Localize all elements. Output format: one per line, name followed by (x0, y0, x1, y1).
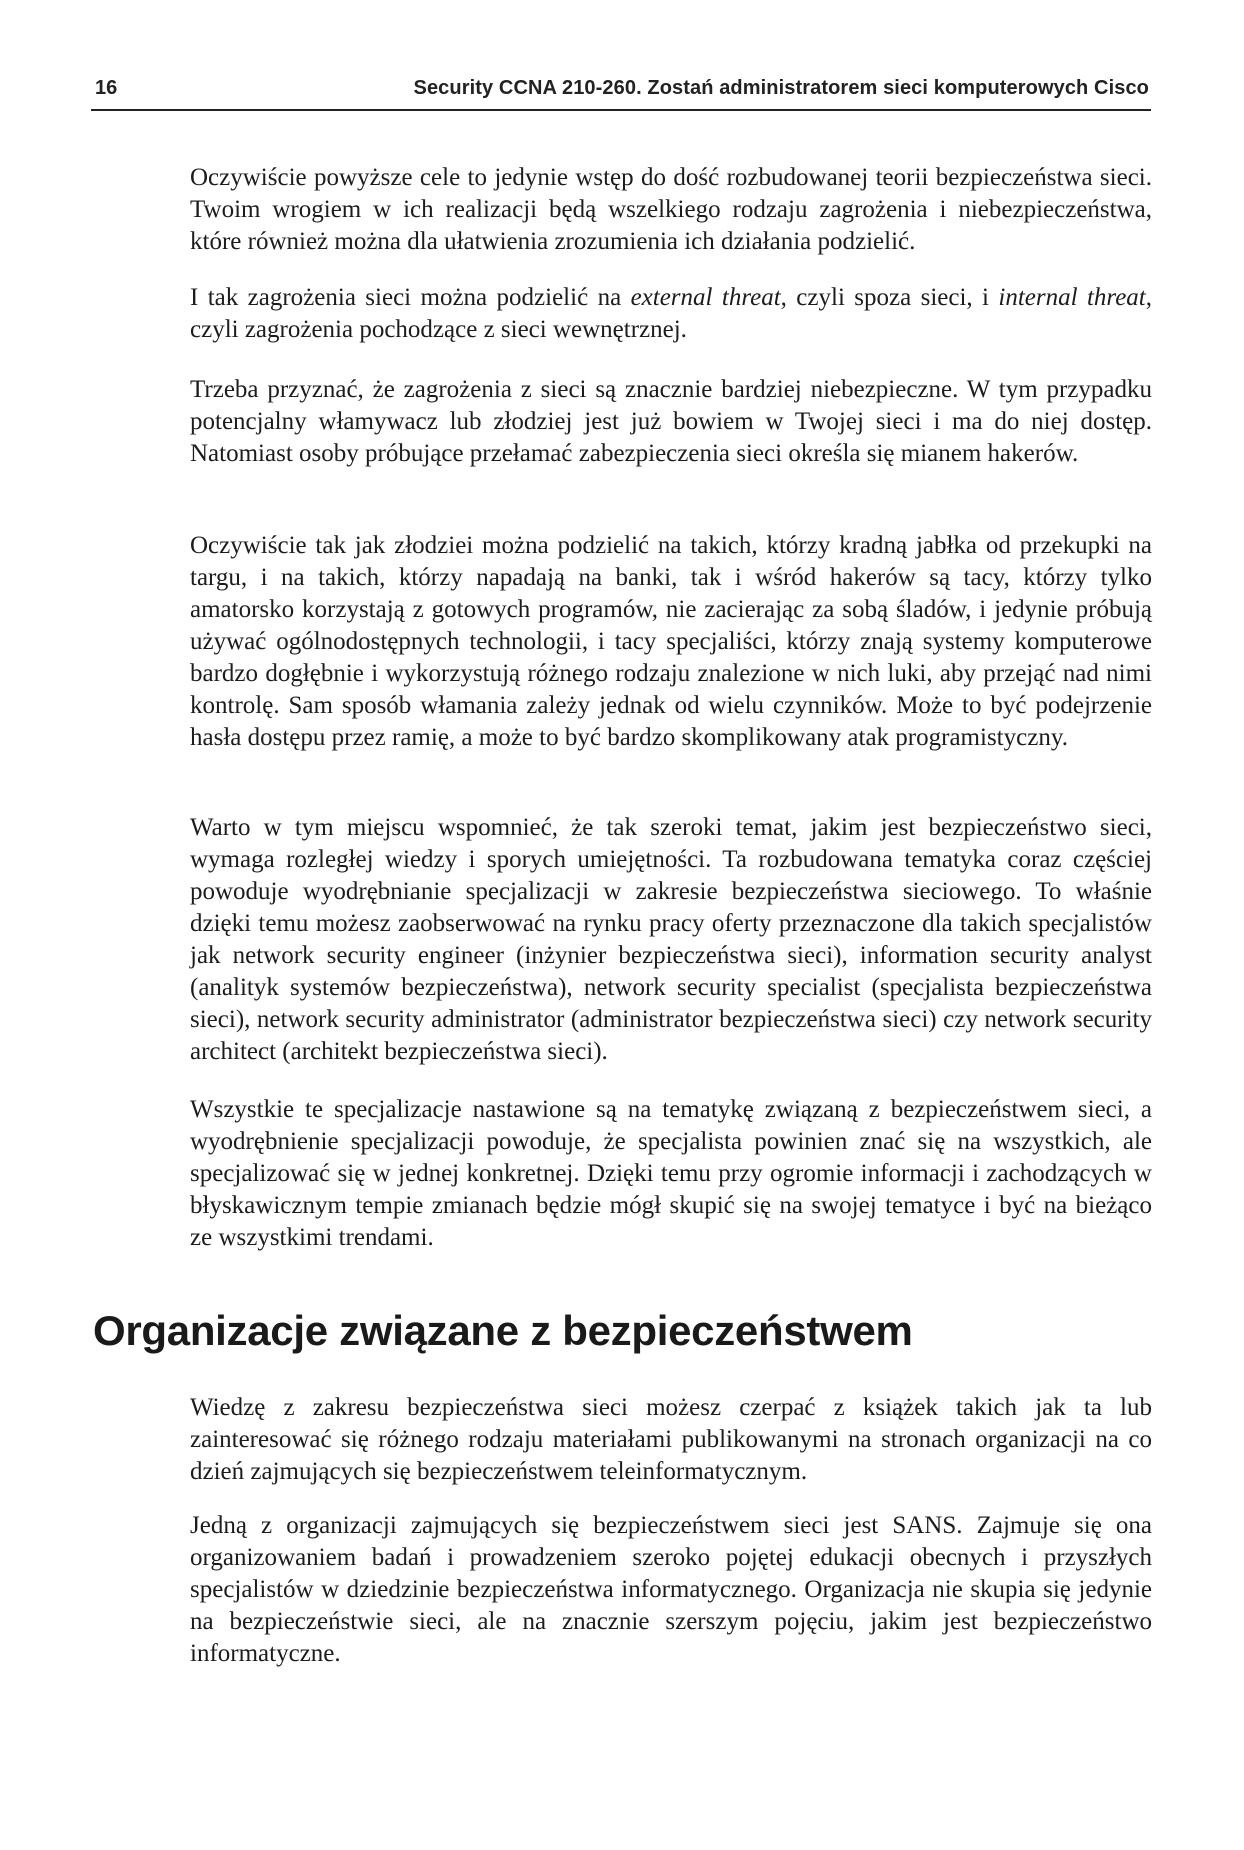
paragraph-sans: Jedną z organizacji zajmujących się bezpieczeństwem sieci jest SANS. Zajmuje się ona organizowaniem badań i prowadzeniem szeroko pojętej edukacji obecnych i przyszłych specjalistów w dziedzinie bezpieczeństwa informatycznego. Organizacja nie skupia się jedynie na bezpieczeństwie sieci, ale na znacznie szerszym pojęciu, jakim jest bezpieczeństwo informatyczne. (190, 1512, 1152, 1667)
paragraph-text: , czyli zagrożenia pochodzące z sieci wewnętrznej. (190, 284, 1153, 343)
paragraph-internal-danger: Trzeba przyznać, że zagrożenia z sieci są znacznie bardziej niebezpieczne. W tym przypadku potencjalny włamywacz lub złodziej jest już bowiem w Twojej sieci i ma do niej dostęp. Natomiast osoby próbujące przełamać zabezpieczenia sieci określa się mianem hakerów. (190, 376, 1152, 467)
running-header (91, 77, 1151, 111)
paragraph-text: , czyli spoza sieci, i (780, 284, 999, 311)
paragraph-text: I tak zagrożenia sieci można podzielić na (190, 284, 631, 311)
book-title: Security CCNA 210-260. Zostań administratorem sieci komputerowych Cisco (413, 77, 1149, 99)
paragraph-threat-types (190, 282, 1152, 346)
paragraph-specialist-focus: Wszystkie te specjalizacje nastawione są na tematykę związaną z bezpieczeństwem sieci, a wyodrębnienie specjalizacji powoduje, że specjalista powinien znać się na wszystkich, ale specjalizować się w jednej konkretnej. Dzięki temu przy ogromie informacji i zachodzących w błyskawicznym tempie zmianach będzie mógł skupić się na swojej tematyce i być na bieżąco ze wszystkimi trendami. (190, 1096, 1152, 1251)
paragraph-intro-threats: Oczywiście powyższe cele to jedynie wstęp do dość rozbudowanej teorii bezpieczeństwa sieci. Twoim wrogiem w ich realizacji będą wszelkiego rodzaju zagrożenia i niebezpieczeństwa, które również można dla ułatwienia zrozumienia ich działania podzielić. (190, 164, 1152, 255)
paragraph-specializations: Warto w tym miejscu wspomnieć, że tak szeroki temat, jakim jest bezpieczeństwo sieci, wymaga rozległej wiedzy i sporych umiejętności. Ta rozbudowana tematyka coraz częściej powoduje wyodrębnianie specjalizacji w zakresie bezpieczeństwa sieciowego. To właśnie dzięki temu możesz zaobserwować na rynku pracy oferty przeznaczone dla takich specjalistów jak network security engineer (inżynier bezpieczeństwa sieci), information security analyst (analityk systemów bezpieczeństwa), network security specialist (specjalista bezpieczeństwa sieci), network security administrator (administrator bezpieczeństwa sieci) czy network security architect (architekt bezpieczeństwa sieci). (190, 814, 1152, 1065)
term-external-threat: external threat (630, 284, 781, 311)
paragraph-knowledge-sources: Wiedzę z zakresu bezpieczeństwa sieci możesz czerpać z książek takich jak ta lub zainteresować się różnego rodzaju materiałami publikowanymi na stronach organizacji na co dzień zajmujących się bezpieczeństwem teleinformatycznym. (190, 1394, 1152, 1485)
paragraph-hacker-types: Oczywiście tak jak złodziei można podzielić na takich, którzy kradną jabłka od przekupki na targu, i na takich, którzy napadają na banki, tak i wśród hakerów są tacy, którzy tylko amatorsko korzystają z gotowych programów, nie zacierając za sobą śladów, i jedynie próbują używać ogólnodostępnych technologii, i tacy specjaliści, którzy znają systemy komputerowe bardzo dogłębnie i wykorzystują różnego rodzaju znalezione w nich luki, aby przejąć nad nimi kontrolę. Sam sposób włamania zależy jednak od wielu czynników. Może to być podejrzenie hasła dostępu przez ramię, a może to być bardzo skomplikowany atak programistyczny. (190, 532, 1152, 751)
section-heading: Organizacje związane z bezpieczeństwem (93, 1307, 913, 1354)
page-number: 16 (95, 77, 118, 99)
term-internal-threat: internal threat (998, 284, 1146, 311)
